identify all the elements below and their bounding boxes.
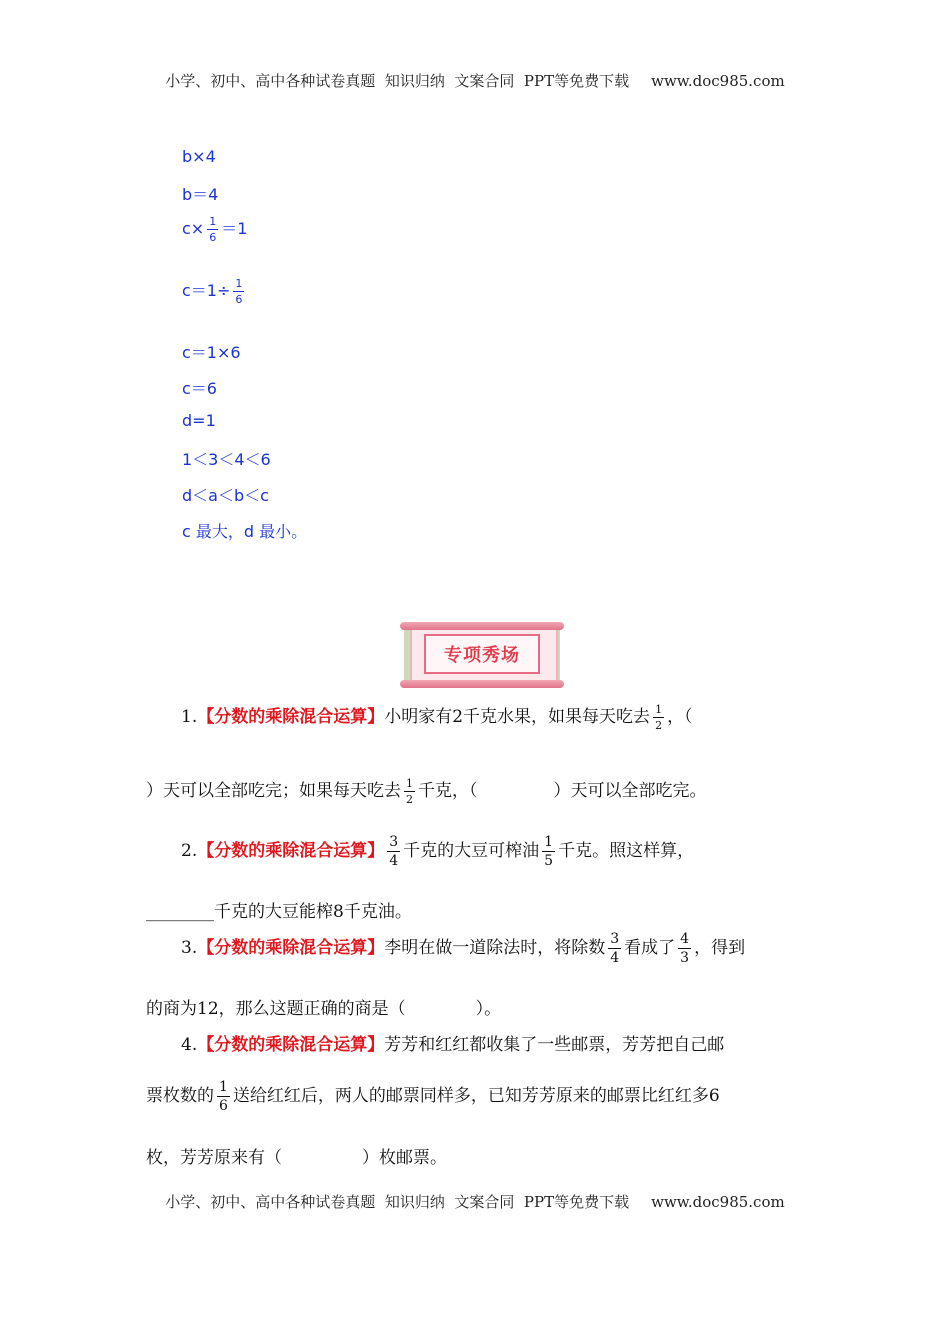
fraction: $\frac{1}{6}$ bbox=[209, 215, 217, 244]
question-text: 送给红红后，两人的邮票同样多，已知芳芳原来的邮票比红红多6 bbox=[232, 1086, 720, 1106]
question-text: 千克的大豆可榨油 bbox=[403, 841, 540, 861]
footer-text: 小学、初中、高中各种试卷真题 知识归纳 文案合同 PPT等免费下载 bbox=[165, 1193, 630, 1211]
solution-line-3 bbox=[182, 216, 247, 243]
question-tag: 【分数的乘除混合运算】 bbox=[197, 938, 385, 958]
question-3-line-1 bbox=[181, 932, 745, 965]
fraction: $\frac{1}{6}$ bbox=[219, 1079, 228, 1114]
question-text: ）枚邮票。 bbox=[362, 1148, 447, 1168]
solution-line-4-pre: c＝1÷ bbox=[182, 281, 231, 300]
solution-line-3-pre: c× bbox=[182, 219, 205, 238]
question-number: 2. bbox=[181, 841, 198, 861]
question-text: 枚，芳芳原来有（ bbox=[146, 1148, 282, 1168]
question-text: ）天可以全部吃完；如果每天吃去 bbox=[146, 781, 401, 801]
question-1-line-2 bbox=[146, 776, 707, 805]
banner-rod-bottom bbox=[400, 680, 564, 688]
fraction: $\frac{1}{6}$ bbox=[235, 277, 243, 306]
question-4-line-2 bbox=[146, 1080, 720, 1113]
question-2-line-1 bbox=[181, 835, 694, 868]
question-text: 小明家有2千克水果，如果每天吃去 bbox=[384, 707, 651, 727]
solution-line-1: b×4 bbox=[182, 147, 216, 166]
question-1-line-1 bbox=[181, 702, 693, 731]
question-text: 千克。照这样算， bbox=[558, 841, 695, 861]
solution-line-6: c＝6 bbox=[182, 379, 217, 398]
question-number: 1. bbox=[181, 707, 198, 727]
question-text: 看成了 bbox=[624, 938, 676, 958]
question-text: ）。 bbox=[475, 999, 502, 1019]
question-text: ，得到 bbox=[694, 938, 746, 958]
fraction: $\frac{1}{2}$ bbox=[406, 777, 413, 806]
header-text: 小学、初中、高中各种试卷真题 知识归纳 文案合同 PPT等免费下载 bbox=[165, 72, 630, 90]
answer-blank[interactable]: ________ bbox=[146, 902, 214, 922]
question-text: 千克的大豆能榨8千克油。 bbox=[214, 902, 412, 922]
solution-line-8: 1＜3＜4＜6 bbox=[182, 450, 271, 469]
question-text: ）天可以全部吃完。 bbox=[553, 781, 707, 801]
fraction: $\frac{1}{5}$ bbox=[544, 834, 554, 869]
question-text: 李明在做一道除法时，将除数 bbox=[384, 938, 606, 958]
banner-rod-top bbox=[400, 622, 564, 630]
solution-line-2: b＝4 bbox=[182, 185, 219, 204]
question-tag: 【分数的乘除混合运算】 bbox=[197, 841, 385, 861]
question-number: 4. bbox=[181, 1035, 198, 1055]
fraction: $\frac{1}{2}$ bbox=[655, 703, 663, 732]
question-2-line-2 bbox=[146, 897, 412, 922]
solution-line-7: d=1 bbox=[182, 411, 216, 430]
question-text: ，（ bbox=[667, 707, 693, 727]
question-3-line-2 bbox=[146, 994, 501, 1019]
fraction: $\frac{3}{4}$ bbox=[610, 931, 620, 966]
header-site: www.doc985.com bbox=[651, 72, 785, 90]
question-text: 千克，（ bbox=[418, 781, 478, 801]
page-footer bbox=[0, 1191, 950, 1212]
fraction: $\frac{4}{3}$ bbox=[680, 931, 690, 966]
question-tag: 【分数的乘除混合运算】 bbox=[197, 707, 385, 727]
banner-title: 专项秀场 bbox=[444, 645, 520, 666]
banner-inner bbox=[424, 634, 540, 674]
section-banner bbox=[398, 622, 566, 688]
page-header bbox=[0, 70, 950, 91]
solution-line-9: d＜a＜b＜c bbox=[182, 486, 269, 505]
footer-site: www.doc985.com bbox=[651, 1193, 785, 1211]
question-text: 芳芳和红红都收集了一些邮票，芳芳把自己邮 bbox=[384, 1035, 725, 1055]
question-text: 的商为12，那么这题正确的商是（ bbox=[146, 999, 406, 1019]
question-tag: 【分数的乘除混合运算】 bbox=[197, 1035, 385, 1055]
question-number: 3. bbox=[181, 938, 198, 958]
question-text: 票枚数的 bbox=[146, 1086, 214, 1106]
fraction: $\frac{3}{4}$ bbox=[389, 834, 399, 869]
solution-line-4 bbox=[182, 278, 247, 305]
question-4-line-1 bbox=[181, 1030, 724, 1055]
solution-line-10: c 最大，d 最小。 bbox=[182, 522, 308, 541]
solution-line-5: c＝1×6 bbox=[182, 343, 241, 362]
question-4-line-3 bbox=[146, 1143, 447, 1168]
solution-line-3-post: ＝1 bbox=[221, 219, 248, 238]
